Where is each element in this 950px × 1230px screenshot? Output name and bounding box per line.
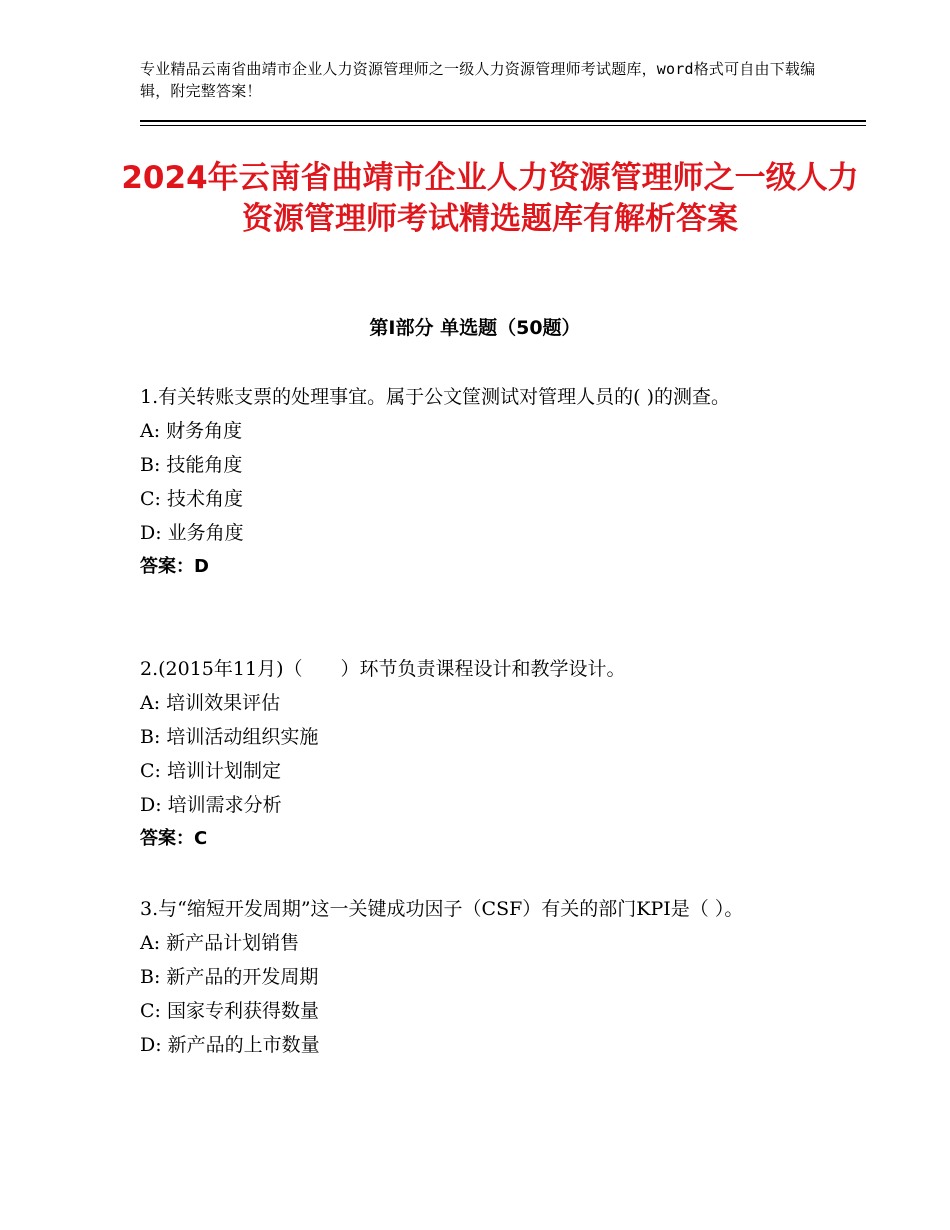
question-2 xyxy=(140,652,810,856)
option-d: D: 培训需求分析 xyxy=(140,794,282,816)
question-text: 1.有关转账支票的处理事宜。属于公文筐测试对管理人员的( )的测查。 xyxy=(140,386,730,408)
option-a: A: 财务角度 xyxy=(140,420,243,442)
option-b: B: 培训活动组织实施 xyxy=(140,726,319,748)
question-text: 2.(2015年11月)（ ）环节负责课程设计和教学设计。 xyxy=(140,658,626,680)
question-text: 3.与“缩短开发周期”这一关键成功因子（CSF）有关的部门KPI是（ ）。 xyxy=(140,898,744,920)
header-note: 专业精品云南省曲靖市企业人力资源管理师之一级人力资源管理师考试题库，word格式可自由下载编辑，附完整答案！ xyxy=(140,60,816,100)
option-c: C: 培训计划制定 xyxy=(140,760,281,782)
section-title: 第Ⅰ部分 单选题（50题） xyxy=(369,317,581,339)
option-d: D: 新产品的上市数量 xyxy=(140,1034,320,1056)
option-a: A: 新产品计划销售 xyxy=(140,932,300,954)
question-3 xyxy=(140,892,810,1062)
option-c: C: 国家专利获得数量 xyxy=(140,1000,319,1022)
option-b: B: 技能角度 xyxy=(140,454,243,476)
document-title: 2024年云南省曲靖市企业人力资源管理师之一级人力资源管理师考试精选题库有解析答案 xyxy=(121,160,859,237)
option-a: A: 培训效果评估 xyxy=(140,692,281,714)
option-b: B: 新产品的开发周期 xyxy=(140,966,319,988)
option-d: D: 业务角度 xyxy=(140,522,244,544)
header-rule-thin xyxy=(140,125,866,126)
answer: 答案：C xyxy=(140,828,208,849)
option-c: C: 技术角度 xyxy=(140,488,243,510)
question-1 xyxy=(140,380,810,584)
header-rule-thick xyxy=(140,120,866,122)
answer: 答案：D xyxy=(140,556,209,577)
